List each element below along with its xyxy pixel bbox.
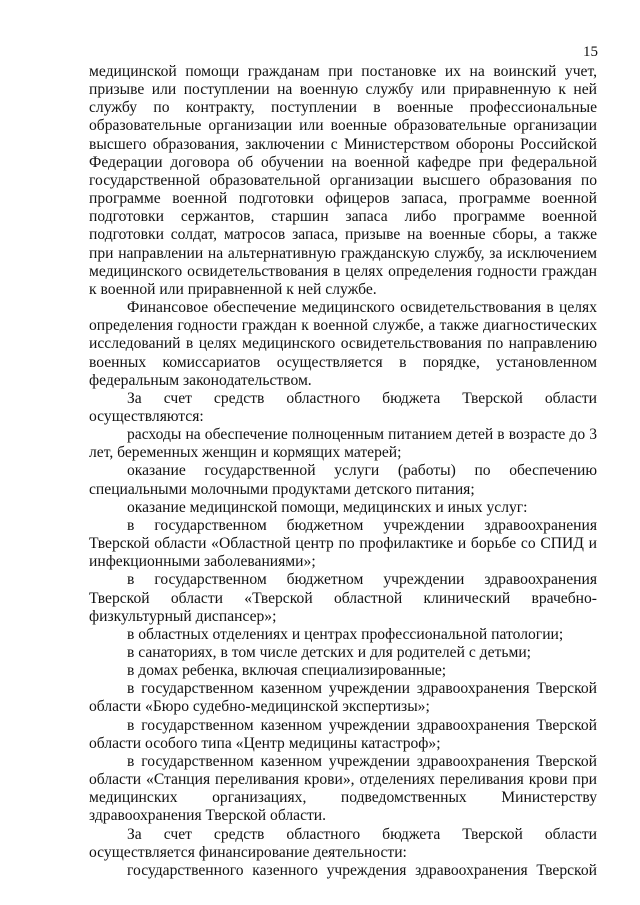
paragraph-financial-support: Финансовое обеспечение медицинского освидетельствования в целях определения годности граждан к военной службе, а также диагностических исследований в целях медицинского освидетельствования по направлению военных комиссариатов осуществляется в порядке, установленном федеральным законодательством. (89, 299, 597, 389)
list-item-blood-transfusion-station: в государственном казенном учреждении здравоохранения Тверской области «Станция переливания крови», отделениях переливания крови при медицинских организациях, подведомственных Министерству здравоохранения Тверской области. (89, 752, 597, 825)
paragraph-activity-financing: За счет средств областного бюджета Тверской области осуществляется финансирование деятельности: (89, 825, 597, 861)
paragraph-medical-assistance-continuation: медицинской помощи гражданам при постановке их на воинский учет, призыве или поступлении на военную службу или приравненную к ней службу по контракту, поступлении в военные профессиональные образовательные организации или военные образовательные организации высшего образования, заключении с Министерством обороны Российской Федерации договора об обучении на военной кафедре при федеральной государственной образовательной организации высшего образования по программе военной подготовки офицеров запаса, программе военной подготовки сержантов, старшин запаса либо программе военной подготовки солдат, матросов запаса, призыве на военные сборы, а также при направлении на альтернативную гражданскую службу, за исключением медицинского освидетельствования в целях определения годности граждан к военной или приравненной к ней службе. (89, 63, 597, 298)
list-item-aids-center: в государственном бюджетном учреждении здравоохранения Тверской области «Областной центр по профилактике и борьбе со СПИД и инфекционными заболеваниями»; (89, 516, 597, 571)
list-item-dairy-products: оказание государственной услуги (работы) по обеспечению специальными молочными продуктами детского питания; (89, 462, 597, 498)
list-item-occupational-pathology: в областных отделениях и центрах профессиональной патологии; (127, 625, 564, 643)
list-item-medical-services: оказание медицинской помощи, медицинских и иных услуг: (127, 498, 528, 516)
list-item-sanatoriums: в санаториях, в том числе детских и для родителей с детьми; (127, 644, 531, 661)
list-item-sports-medicine-dispensary: в государственном бюджетном учреждении здравоохранения Тверской области «Тверской областной клинический врачебно-физкультурный диспансер»; (89, 571, 597, 625)
list-item-childrens-homes: в домах ребенка, включая специализированные; (127, 662, 447, 680)
body-text (89, 63, 597, 880)
list-item-forensic-bureau: в государственном казенном учреждении здравоохранения Тверской области «Бюро судебно-медицинской экспертизы»; (89, 680, 597, 716)
list-item-disaster-medicine-center: в государственном казенном учреждении здравоохранения Тверской области особого типа «Центр медицины катастроф»; (89, 716, 597, 752)
paragraph-regional-budget-funded: За счет средств областного бюджета Тверской области осуществляются: (89, 389, 597, 425)
list-item-state-institution: государственного казенного учреждения здравоохранения Тверской (127, 861, 597, 879)
list-item-nutrition-expenses: расходы на обеспечение полноценным питанием детей в возрасте до 3 лет, беременных женщин и кормящих матерей; (89, 426, 597, 462)
page-number: 15 (583, 44, 598, 60)
